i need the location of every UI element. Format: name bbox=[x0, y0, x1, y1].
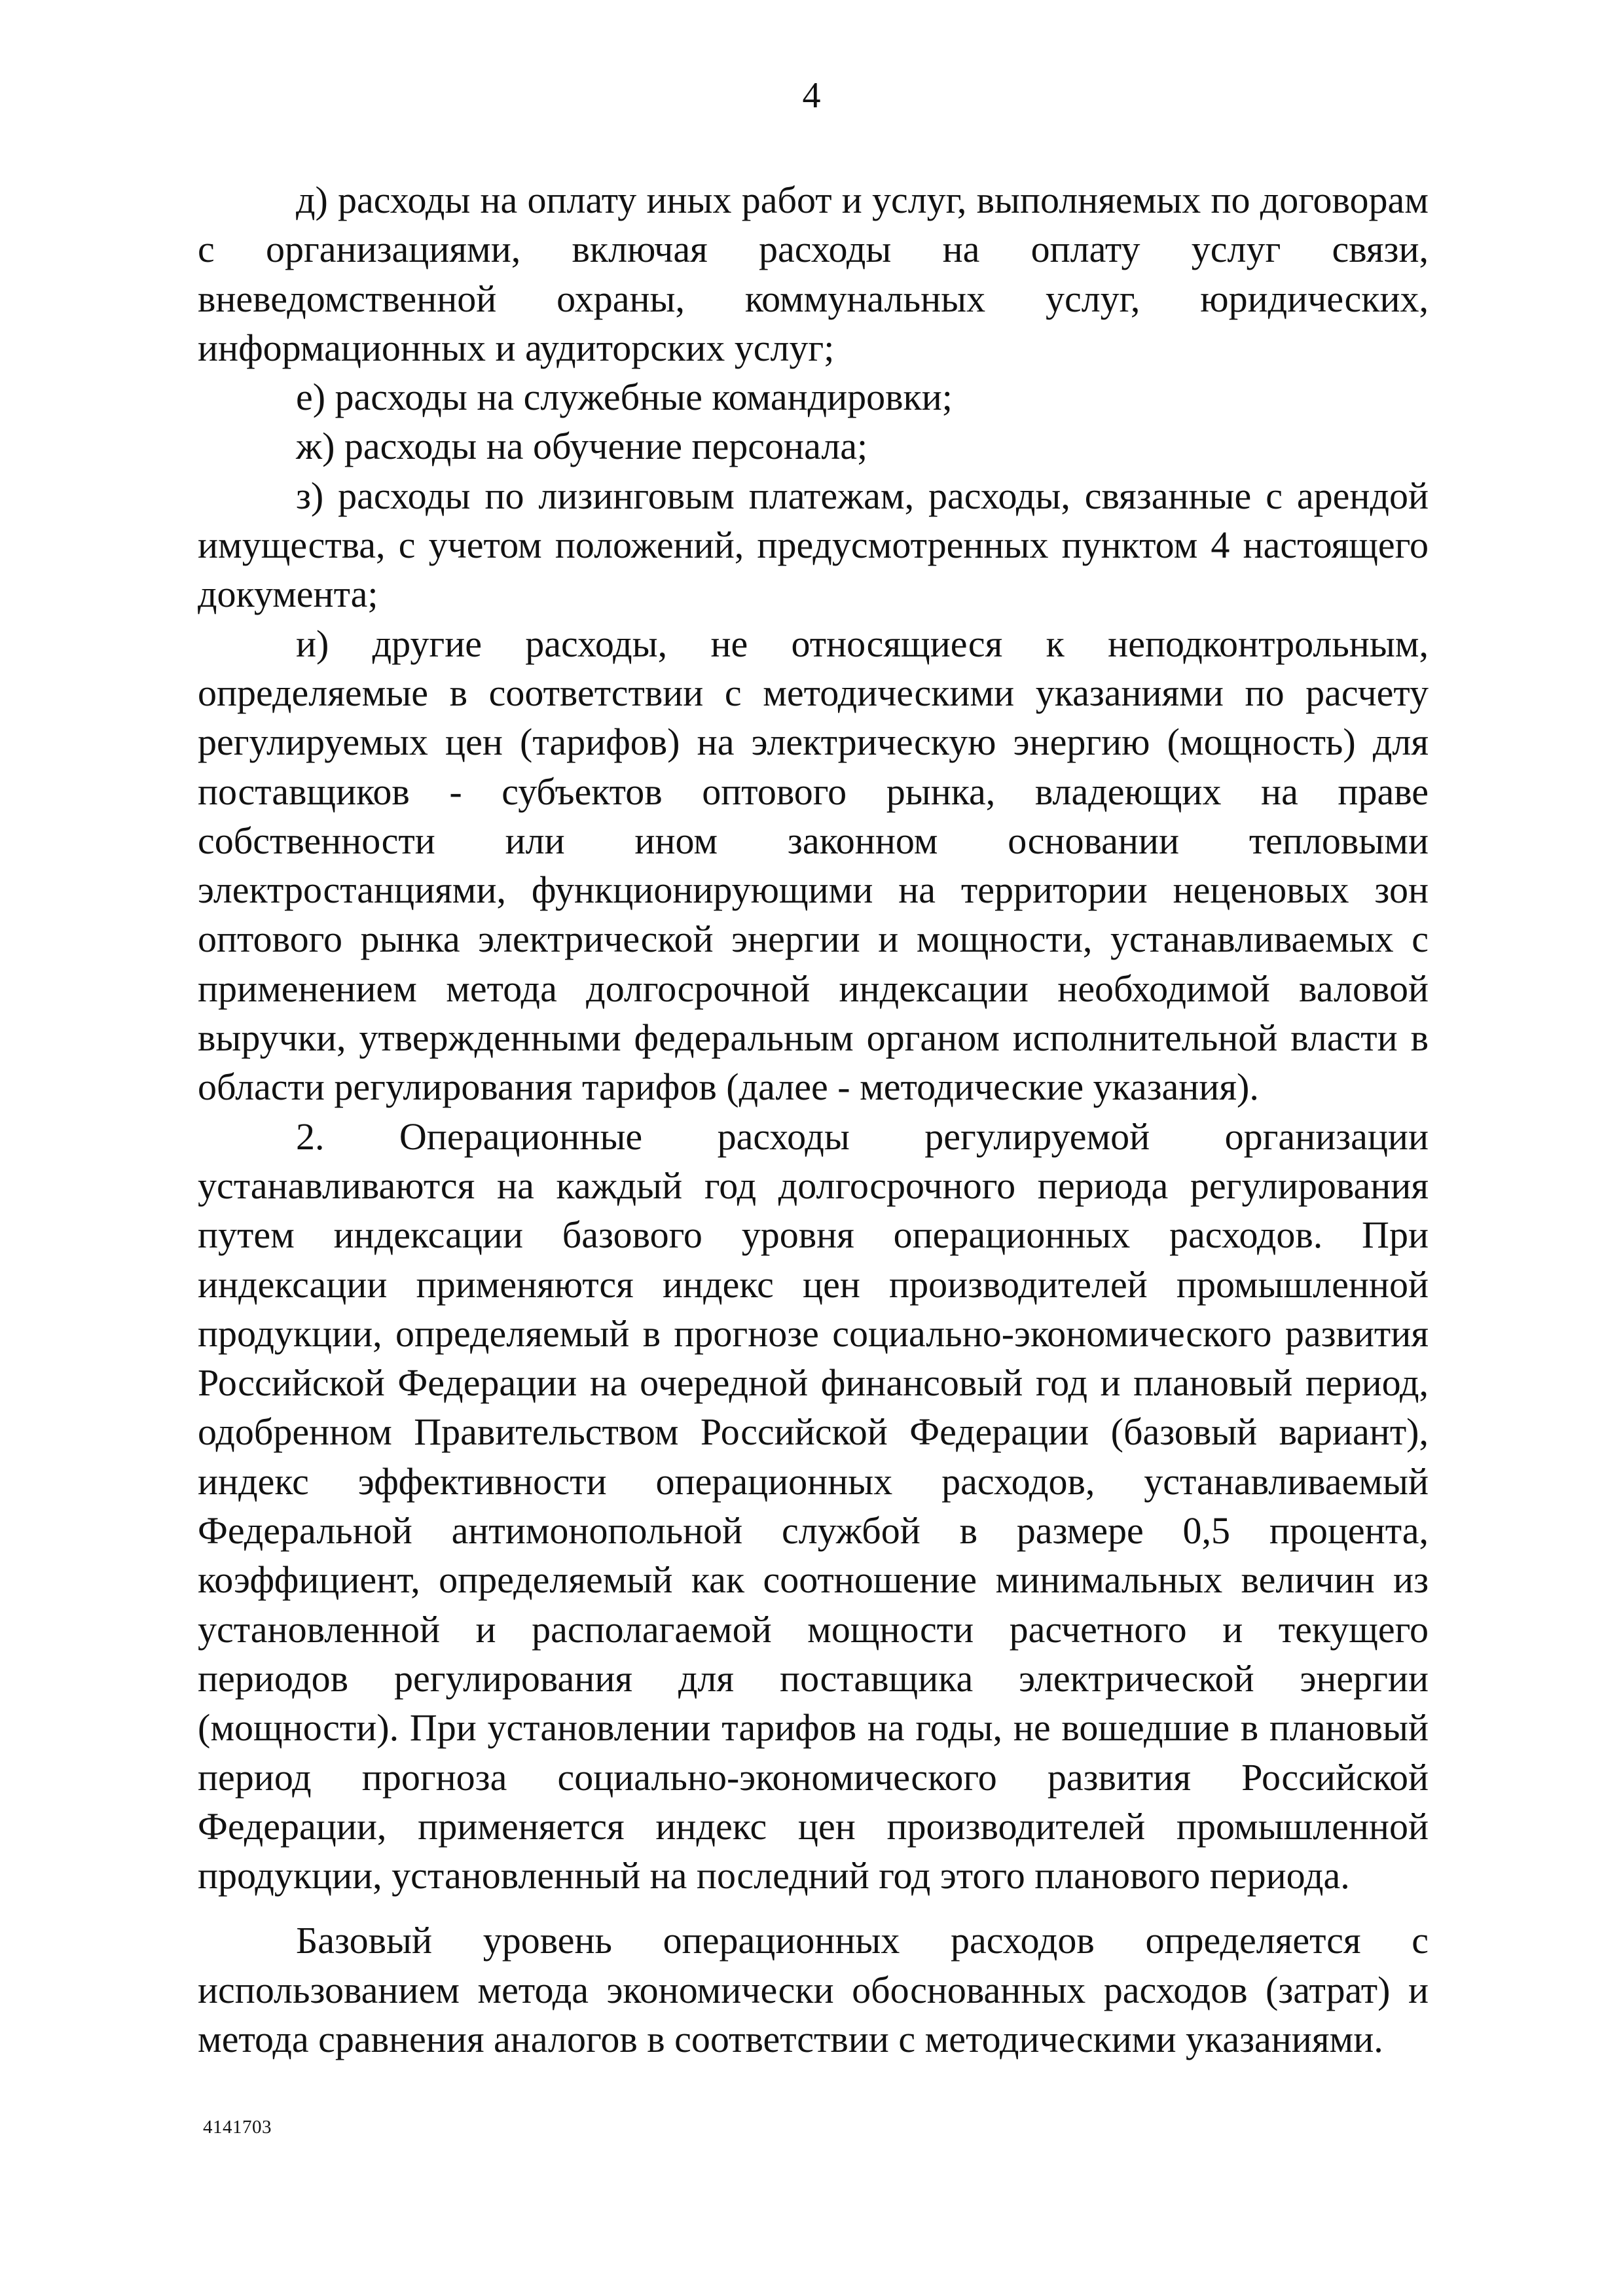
paragraph-base-level: Базовый уровень операционных расходов определяется с использованием метода экономически обоснованных расходов (затрат) и метода сравнения аналогов в соответствии с методическими указаниями. bbox=[198, 1919, 1429, 2060]
paragraph-item-i: и) другие расходы, не относящиеся к неподконтрольным, определяемые в соответствии с методическими указаниями по расчету регулируемых цен (тарифов) на электрическую энергию (мощность) для поставщиков - субъектов оптового рынка, владеющих на праве собственности или ином законном основании тепловыми электростанциями, функционирующими на территории неценовых зон оптового рынка электрической энергии и мощности, устанавливаемых с применением метода долгосрочной индексации необходимой валовой выручки, утвержденными федеральным органом исполнительной власти в области регулирования тарифов (далее - методические указания). bbox=[198, 622, 1429, 1109]
paragraph-item-zh: ж) расходы на обучение персонала; bbox=[296, 425, 868, 468]
document-code: 4141703 bbox=[203, 2117, 272, 2138]
paragraph-item-d: д) расходы на оплату иных работ и услуг, выполняемых по договорам с организациями, включая расходы на оплату услуг связи, вневедомственной охраны, коммунальных услуг, юридических, информационных и аудиторских услуг; bbox=[198, 179, 1429, 369]
page-number: 4 bbox=[802, 75, 821, 116]
paragraph-item-e: е) расходы на служебные командировки; bbox=[296, 376, 953, 419]
paragraph-section-2: 2. Операционные расходы регулируемой организации устанавливаются на каждый год долгосрочного периода регулирования путем индексации базового уровня операционных расходов. При индексации применяются индекс цен производителей промышленной продукции, определяемый в прогнозе социально-экономического развития Российской Федерации на очередной финансовый год и плановый период, одобренном Правительством Российской Федерации (базовый вариант), индекс эффективности операционных расходов, устанавливаемый Федеральной антимонопольной службой в размере 0,5 процента, коэффициент, определяемый как соотношение минимальных величин из установленной и располагаемой мощности расчетного и текущего периодов регулирования для поставщика электрической энергии (мощности). При установлении тарифов на годы, не вошедшие в плановый период прогноза социально-экономического развития Российской Федерации, применяется индекс цен производителей промышленной продукции, установленный на последний год этого планового периода. bbox=[198, 1115, 1429, 1897]
document-body bbox=[198, 175, 1429, 2064]
paragraph-item-z: з) расходы по лизинговым платежам, расходы, связанные с арендой имущества, с учетом положений, предусмотренных пунктом 4 настоящего документа; bbox=[198, 474, 1429, 616]
